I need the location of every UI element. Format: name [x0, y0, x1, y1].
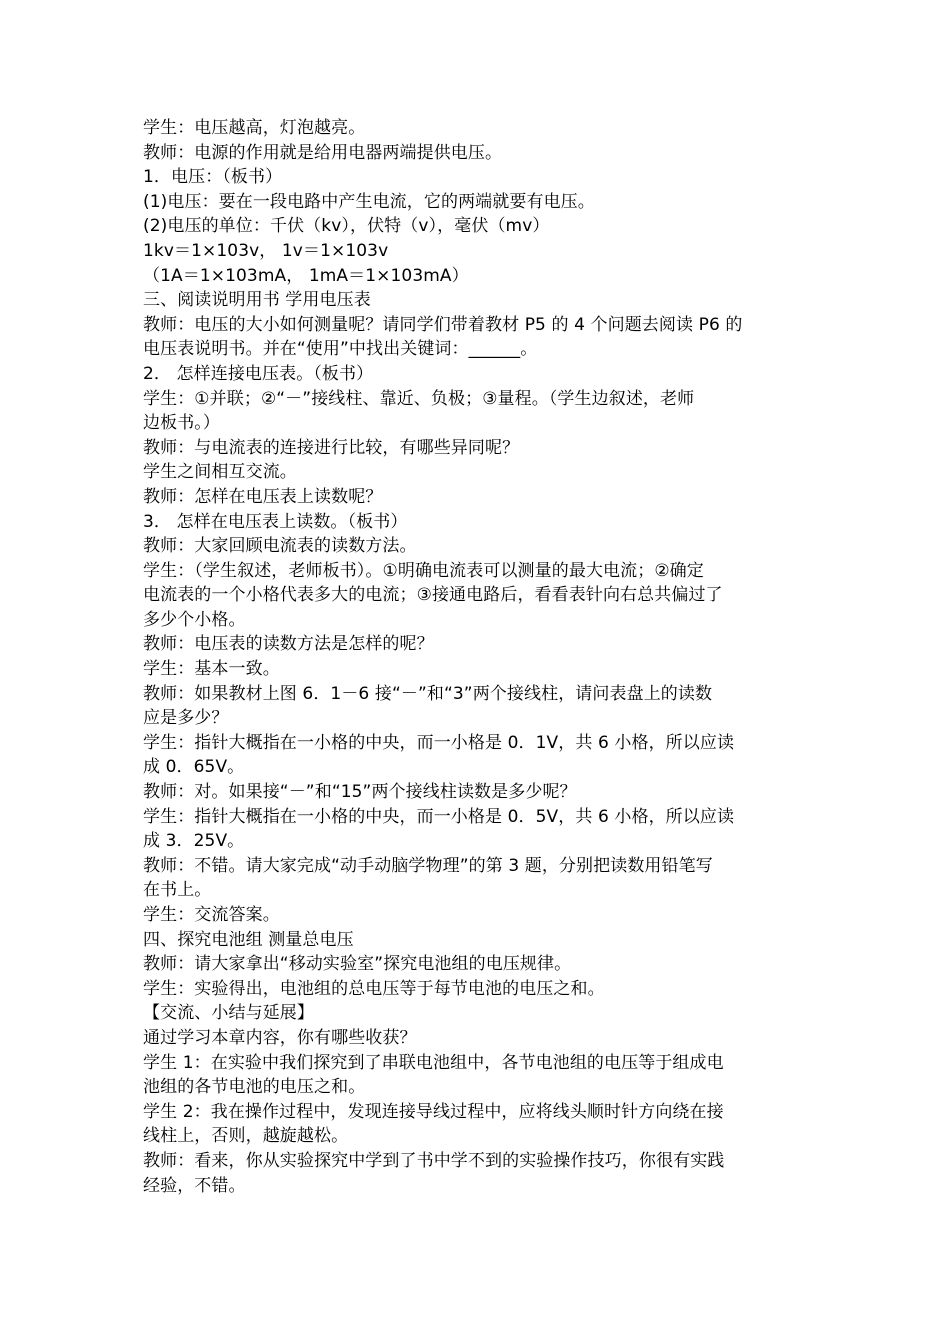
- section-heading: 四、探究电池组 测量总电压: [143, 929, 354, 950]
- text-line: （1A＝1×103mA， 1mA＝1×103mA）: [143, 265, 469, 286]
- text-line: 线柱上，否则，越旋越松。: [143, 1126, 349, 1147]
- section-heading: 三、阅读说明用书 学用电压表: [143, 290, 371, 311]
- text-line: 教师：看来，你从实验探究中学到了书中学不到的实验操作技巧，你很有实践: [143, 1150, 725, 1171]
- text-line: 多少个小格。: [143, 609, 246, 630]
- text-line: 教师：请大家拿出“移动实验室”探究电池组的电压规律。: [143, 954, 572, 975]
- text-line: 经验，不错。: [143, 1175, 246, 1196]
- text-line: 学生：基本一致。: [143, 659, 280, 680]
- text-line: 通过学习本章内容，你有哪些收获？: [143, 1027, 417, 1048]
- text-line: 教师：电压的大小如何测量呢？请同学们带着教材 P5 的 4 个问题去阅读 P6 的: [143, 314, 743, 335]
- text-line: 教师：电源的作用就是给用电器两端提供电压。: [143, 142, 503, 163]
- text-line: 学生：交流答案。: [143, 905, 280, 925]
- text-line: 学生 2：我在操作过程中，发现连接导线过程中，应将线头顺时针方向绕在接: [143, 1101, 724, 1122]
- text-line: 学生：指针大概指在一小格的中央，而一小格是 0．1V，共 6 小格，所以应读: [143, 732, 735, 753]
- text-line: 教师：对。如果接“－”和“15”两个接线柱读数是多少呢？: [143, 782, 577, 803]
- text-line: (1)电压：要在一段电路中产生电流，它的两端就要有电压。: [143, 191, 595, 212]
- text-line: 边板书。）: [143, 413, 220, 434]
- text-line: 池组的各节电池的电压之和。: [143, 1077, 366, 1098]
- text-line: 成 0．65V。: [143, 757, 245, 778]
- text-line: 2． 怎样连接电压表。（板书）: [143, 363, 374, 384]
- text-line: 教师：怎样在电压表上读数呢？: [143, 486, 383, 507]
- text-line: 在书上。: [143, 880, 212, 901]
- text-line: 学生：指针大概指在一小格的中央，而一小格是 0．5V，共 6 小格，所以应读: [143, 806, 735, 827]
- section-heading: 【交流、小结与延展】: [143, 1003, 314, 1024]
- text-line: 教师：电压表的读数方法是怎样的呢？: [143, 634, 434, 655]
- text-line: 教师：大家回顾电流表的读数方法。: [143, 536, 417, 557]
- text-line: 1kv＝1×103v， 1v＝1×103v: [143, 240, 389, 261]
- document-body: [143, 116, 815, 1198]
- text-line: 教师：与电流表的连接进行比较，有哪些异同呢？: [143, 437, 520, 458]
- text-line: 3． 怎样在电压表上读数。（板书）: [143, 511, 408, 532]
- text-line: 电流表的一个小格代表多大的电流；③接通电路后，看看表针向右总共偏过了: [143, 585, 723, 606]
- text-line: 教师：不错。请大家完成“动手动脑学物理”的第 3 题，分别把读数用铅笔写: [143, 855, 713, 876]
- text-line: 学生：电压越高，灯泡越亮。: [143, 118, 366, 138]
- text-line: 学生 1：在实验中我们探究到了串联电池组中，各节电池组的电压等于组成电: [143, 1052, 724, 1073]
- text-line: 学生：①并联；②“－”接线柱、靠近、负极；③量程。（学生边叙述，老师: [143, 388, 695, 409]
- text-line: 学生：实验得出，电池组的总电压等于每节电池的电压之和。: [143, 978, 605, 999]
- text-line: (2)电压的单位：千伏（kv），伏特（v），毫伏（mv）: [143, 216, 550, 237]
- text-line: 学生：（学生叙述，老师板书）。①明确电流表可以测量的最大电流；②确定: [143, 560, 704, 581]
- text-line: 学生之间相互交流。: [143, 462, 297, 483]
- text-line: 1．电压：（板书）: [143, 167, 283, 188]
- text-line: 成 3．25V。: [143, 831, 245, 852]
- text-line: 电压表说明书。并在“使用”中找出关键词：______。: [143, 339, 538, 360]
- text-line: 应是多少？: [143, 708, 229, 729]
- text-line: 教师：如果教材上图 6．1－6 接“－”和“3”两个接线柱，请问表盘上的读数: [143, 683, 713, 704]
